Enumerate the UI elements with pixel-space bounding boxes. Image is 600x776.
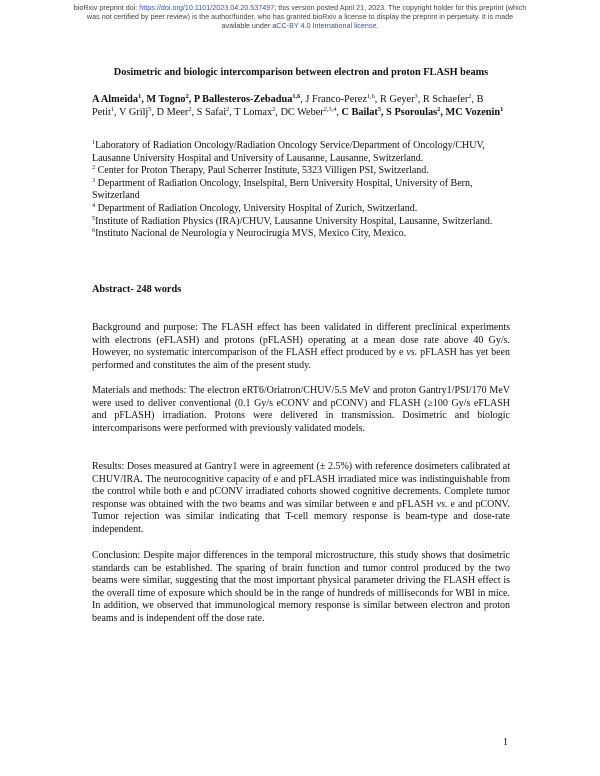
author-name: R Geyer (379, 94, 415, 105)
author-affil-sup: 1,6 (292, 93, 301, 100)
abstract-italic: vs. (436, 498, 448, 510)
abstract-text: Materials and methods: The electron eRT6/Oriatron/CHUV/5.5 MeV and proton Gantry1/PSI/170 MeV were used to deliver conventional (0.1 Gy/s eCONV and pCONV) and FLASH (≥100 Gy/s eFLASH and pFLASH) irradiation. Protons were delivered in transmission. Dosimetric and biologic intercomparisons were performed with previously validated models. (92, 385, 510, 434)
abstract-results (92, 461, 510, 537)
author-name: B Petit (92, 94, 484, 118)
affiliation-text: Laboratory of Radiation Oncology/Radiation Oncology Service/Department of Oncology/CHUV, Lausanne University Hospital and University of Lausanne, Lausanne, Switzerland. (92, 140, 485, 164)
author-affil-sup: 1 (110, 106, 115, 113)
author-affil-sup: 2 (188, 106, 192, 113)
author-name: R Schaefer (422, 94, 469, 105)
banner-text: ; this version posted April 21, 2023. The copyright holder for this preprint (which (274, 3, 527, 12)
banner-line-2: was not certified by peer review) is the author/funder, who has granted bioRxiv a license to display the preprint in perpetuity. It is made (86, 12, 514, 22)
author-affil-sup: 1 (500, 106, 504, 113)
author-name: MC Vozenin (445, 107, 501, 118)
paper-title: Dosimetric and biologic intercomparison between electron and proton FLASH beams (113, 67, 489, 78)
author-affil-sup: 1,6 (366, 93, 375, 100)
preprint-banner (0, 3, 600, 31)
author-name: P Ballesteros-Zebadua (193, 94, 293, 105)
author-affil-sup: 2,3,4 (323, 106, 337, 113)
author-name: T Lomax (234, 107, 273, 118)
affiliation-item (92, 165, 510, 178)
abstract-text: e and pCONV. Tumor rejection was similar indicating that T-cell memory response is beam-type and dose-rate independent. (92, 498, 510, 535)
author-name: M Togno (146, 94, 186, 105)
author-name: J Franco-Perez (305, 94, 367, 105)
banner-line-3 (0, 21, 600, 30)
affiliation-text: Center for Proton Therapy, Paul Scherrer Institute, 5323 Villigen PSI, Switzerland. (95, 165, 429, 177)
affiliations (92, 140, 510, 241)
author-name: D Meer (156, 107, 189, 118)
banner-text: bioRxiv preprint doi: (73, 3, 140, 12)
abstract-text: Results: Doses measured at Gantry1 were in agreement (± 2.5%) with reference dosimeters calibrated at CHUV/IRA. The neurocognitive capacity of e and pFLASH irradiated mice was indistinguishable from the control while both e and pCONV irradiated cohorts showed cognitive decrements. Complete tumor response was obtained with the two beams and was similar between e and pFLASH (92, 461, 510, 510)
affiliation-text: Department of Radiation Oncology, Inselspital, Bern University Hospital, University of Bern, Switzerland (92, 177, 473, 202)
abstract-text: Conclusion: Despite major differences in the temporal microstructure, this study shows that dosimetric standards can be established. The sparing of brain function and tumor control produced by the two beams were similar, suggesting that the most important physical parameter driving the FLASH effect is the overall time of exposure which should be in the range of hundreds of milliseconds for WBI in mice. In addition, we observed that immunological memory response is similar between electron and proton beams and is independent off the dose rate. (92, 550, 510, 624)
abstract-text: pFLASH has yet been performed and constitutes the aim of the present study. (92, 347, 510, 371)
banner-text: . (376, 21, 379, 31)
abstract-background (92, 322, 510, 372)
author-affil-sup: 2 (226, 106, 230, 113)
abstract-italic: vs. (406, 347, 418, 359)
affiliation-item (92, 203, 510, 216)
affiliation-item (92, 178, 510, 203)
author-list: A Almeida$^1$, M Togno$^2$, P Ballesteros-Zebadua$^{1,6}$, J Franco-Perez$^{1,6}$, R Geyer$^3$, R Schaefer$^2$, B Petit$^1$, V Grilj$^5$, D Meer$^2$, S Safai$^2$, T Lomax$^2$, DC Weber$^{2,3,4}$, C Bailat$^5$, S Psoroulas$^2$, MC Vozenin$^1$ (92, 93, 504, 118)
affiliation-item (92, 140, 510, 165)
page-number: 1 (503, 737, 508, 748)
affiliation-number: 2 (92, 164, 96, 172)
author-affil-sup: 2 (272, 106, 276, 113)
author-name: DC Weber (280, 107, 324, 118)
affiliation-number: 3 (92, 176, 96, 184)
license-link[interactable]: CC-BY 4.0 International license (276, 21, 377, 31)
affiliation-text: Instituto Nacional de Neurología y Neurocirugía MVS, Mexico City, Mexico. (95, 228, 407, 240)
abstract-methods (92, 385, 510, 435)
author-name: A Almeida (92, 94, 139, 105)
banner-line-1 (0, 3, 600, 12)
affiliation-item (92, 228, 510, 241)
author-name: S Safai (196, 107, 227, 118)
author-affil-sup: 2 (437, 106, 441, 113)
author-affil-sup: 3 (414, 93, 418, 100)
author-affil-sup: 2 (468, 93, 472, 100)
author-name: V Grilj (119, 107, 149, 118)
abstract-text: Background and purpose: The FLASH effect has been validated in different preclinical experiments with electrons (eFLASH) and protons (pFLASH) operating at a mean dose rate above 40 Gy/s. However, no systematic intercomparison of the FLASH effect produced by e (92, 322, 510, 359)
affiliation-item (92, 216, 510, 229)
affiliation-text: Department of Radiation Oncology, University Hospital of Zurich, Switzerland. (95, 202, 418, 214)
affiliation-text: Institute of Radiation Physics (IRA)/CHUV, Lausanne University Hospital, Lausanne, Switzerland. (95, 215, 493, 227)
author-affil-sup: 5 (148, 106, 152, 113)
affiliation-number: 5 (92, 214, 96, 222)
doi-link[interactable]: https://doi.org/10.1101/2023.04.20.537497 (139, 3, 275, 12)
banner-text: available under a (221, 21, 277, 31)
author-affil-sup: 1 (138, 93, 142, 100)
abstract-heading: Abstract- 248 words (92, 284, 182, 295)
affiliation-number: 4 (92, 201, 96, 209)
author-affil-sup: 5 (377, 106, 381, 113)
affiliation-number: 1 (92, 139, 96, 146)
author-name: C Bailat (341, 107, 378, 118)
author-affil-sup: 2 (185, 93, 189, 100)
author-name: S Psoroulas (386, 107, 438, 118)
affiliation-number: 6 (92, 227, 96, 235)
abstract-conclusion (92, 550, 510, 626)
